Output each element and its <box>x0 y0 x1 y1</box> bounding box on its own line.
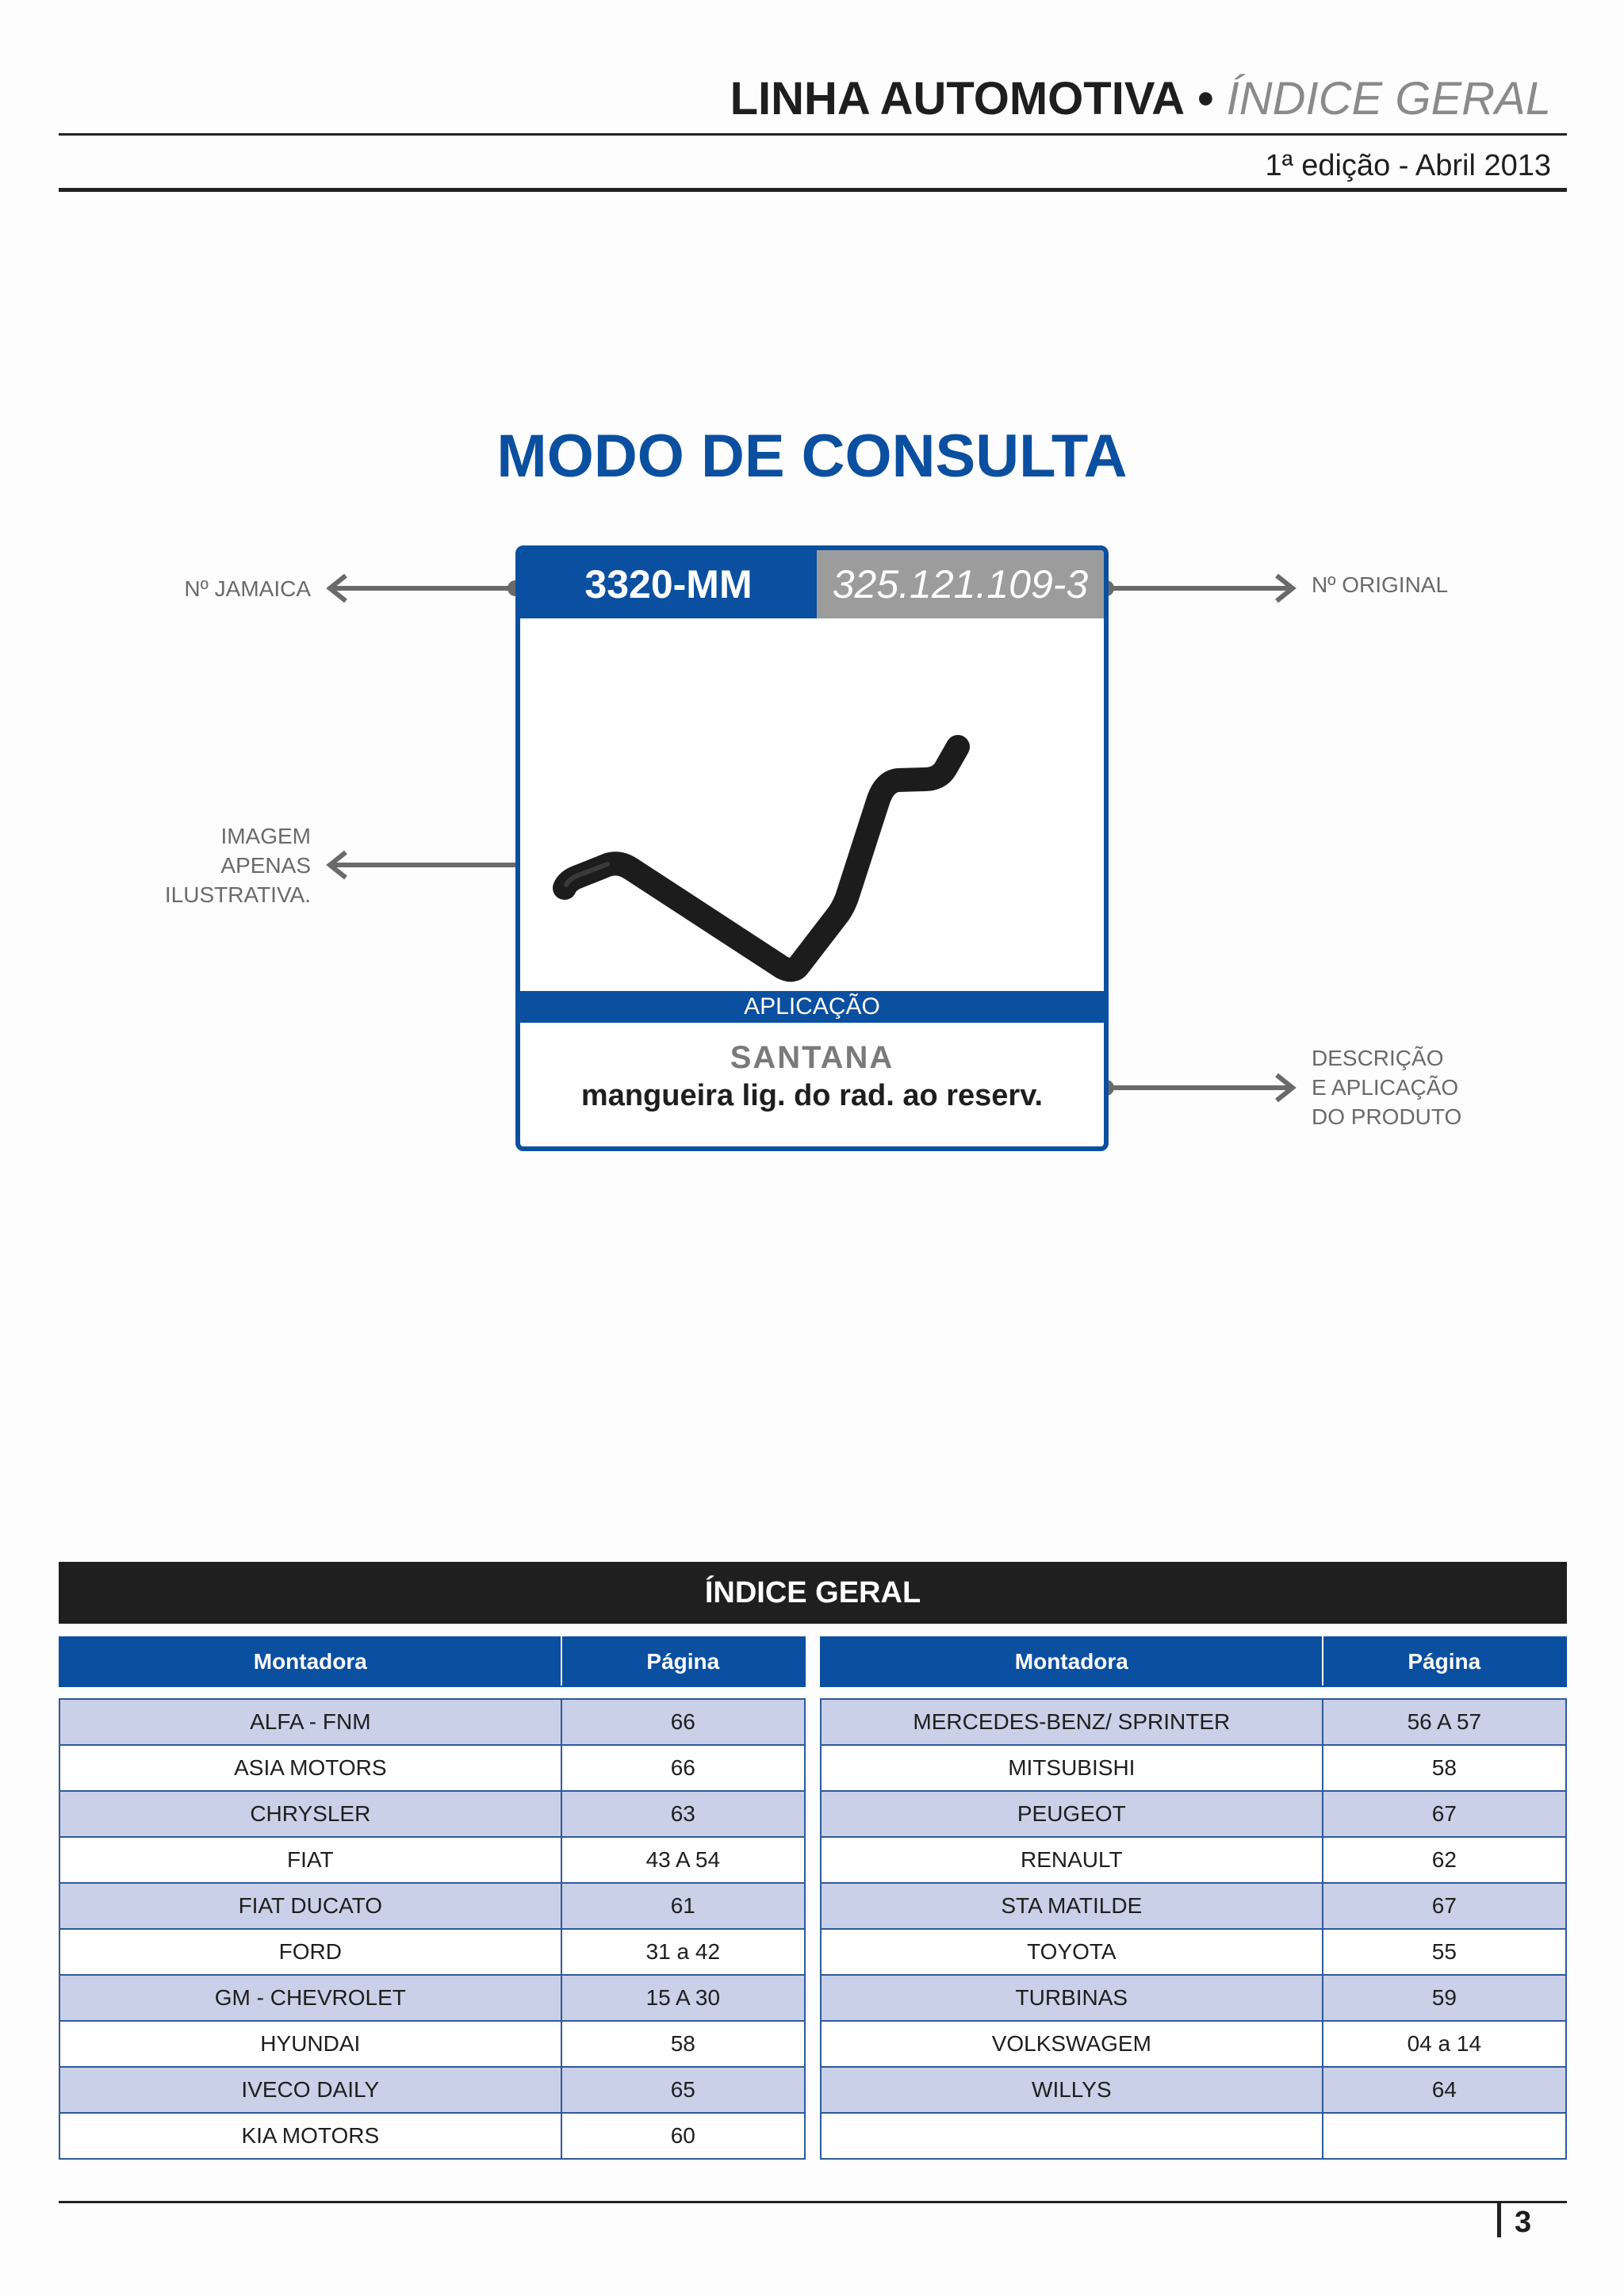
make-cell: WILLYS <box>821 2067 1323 2113</box>
product-image <box>520 618 1104 991</box>
table-row <box>821 1883 1566 1929</box>
table-row <box>59 1791 805 1837</box>
make-cell: STA MATILDE <box>821 1883 1323 1929</box>
product-card <box>515 545 1109 1151</box>
make-cell: ASIA MOTORS <box>59 1745 561 1791</box>
make-cell: MITSUBISHI <box>821 1745 1323 1791</box>
make-cell: IVECO DAILY <box>59 2067 561 2113</box>
make-cell: PEUGEOT <box>821 1791 1323 1837</box>
section-title: MODO DE CONSULTA <box>496 423 1128 490</box>
make-cell: FIAT <box>59 1837 561 1883</box>
header-gap <box>59 1686 805 1699</box>
col-header-page: Página <box>1323 1637 1566 1686</box>
table-row <box>59 2113 805 2159</box>
index-title: ÍNDICE GERAL <box>59 1562 1567 1624</box>
make-cell: RENAULT <box>821 1837 1323 1883</box>
page-cell: 15 A 30 <box>561 1975 805 2021</box>
page-cell: 62 <box>1323 1837 1566 1883</box>
page-number: 3 <box>1515 2206 1532 2239</box>
edition-label: 1ª edição - Abril 2013 <box>1265 149 1551 182</box>
table-row <box>821 1745 1566 1791</box>
table-row <box>59 1883 805 1929</box>
page-cell: 04 a 14 <box>1323 2021 1566 2067</box>
page-cell: 43 A 54 <box>561 1837 805 1883</box>
make-cell: CHRYSLER <box>59 1791 561 1837</box>
page-cell: 58 <box>1323 1745 1566 1791</box>
page-cell: 65 <box>561 2067 805 2113</box>
title-separator: • <box>1197 73 1214 124</box>
make-cell: FORD <box>59 1929 561 1975</box>
make-cell: VOLKSWAGEM <box>821 2021 1323 2067</box>
table-row <box>59 1975 805 2021</box>
hose-illustration <box>520 618 1104 991</box>
table-row <box>821 1837 1566 1883</box>
callout-image-line1: IMAGEM <box>220 824 311 848</box>
title-main: LINHA AUTOMOTIVA <box>730 73 1185 124</box>
vehicle-make: SANTANA <box>730 1040 894 1075</box>
col-header-page: Página <box>561 1637 805 1686</box>
page-cell: 67 <box>1323 1883 1566 1929</box>
gap-cell <box>1323 1686 1566 1699</box>
table-row <box>821 1699 1566 1745</box>
table-row <box>59 1837 805 1883</box>
page-cell: 64 <box>1323 2067 1566 2113</box>
col-header-make: Montadora <box>59 1637 561 1686</box>
original-code: 325.121.109-3 <box>817 550 1104 618</box>
page-cell: 66 <box>561 1745 805 1791</box>
index-table-right <box>820 1636 1567 2160</box>
make-cell: FIAT DUCATO <box>59 1883 561 1929</box>
jamaica-code: 3320-MM <box>520 550 817 618</box>
callout-description-line3: DO PRODUTO <box>1312 1104 1462 1129</box>
page-cell: 31 a 42 <box>561 1929 805 1975</box>
table-row <box>821 2113 1566 2159</box>
gap-cell <box>821 1686 1323 1699</box>
gap-cell <box>59 1686 561 1699</box>
make-cell: GM - CHEVROLET <box>59 1975 561 2021</box>
page-cell: 55 <box>1323 1929 1566 1975</box>
table-row <box>821 2067 1566 2113</box>
index-table-left <box>59 1636 806 2160</box>
make-cell: KIA MOTORS <box>59 2113 561 2159</box>
page-cell: 59 <box>1323 1975 1566 2021</box>
callout-original: Nº ORIGINAL <box>1312 572 1449 597</box>
table-row <box>821 1929 1566 1975</box>
gap-cell <box>561 1686 805 1699</box>
page-cell: 67 <box>1323 1791 1566 1837</box>
callout-image-line3: ILUSTRATIVA. <box>164 882 311 907</box>
footer-page-bar <box>1497 2201 1501 2237</box>
callout-image-line2: APENAS <box>220 853 311 878</box>
make-cell: HYUNDAI <box>59 2021 561 2067</box>
callout-description-line2: E APLICAÇÃO <box>1312 1075 1459 1100</box>
application-band: APLICAÇÃO <box>520 991 1104 1023</box>
table-row <box>821 1791 1566 1837</box>
page-cell <box>1323 2113 1566 2159</box>
page-cell: 56 A 57 <box>1323 1699 1566 1745</box>
page-cell: 63 <box>561 1791 805 1837</box>
make-cell: ALFA - FNM <box>59 1699 561 1745</box>
callout-description-line1: DESCRIÇÃO <box>1312 1046 1444 1070</box>
page-cell: 58 <box>561 2021 805 2067</box>
callout-jamaica: Nº JAMAICA <box>184 576 311 601</box>
table-row <box>59 2067 805 2113</box>
col-header-make: Montadora <box>821 1637 1323 1686</box>
product-description: mangueira lig. do rad. ao reserv. <box>580 1079 1044 1112</box>
make-cell: TOYOTA <box>821 1929 1323 1975</box>
table-row <box>59 2021 805 2067</box>
make-cell <box>821 2113 1323 2159</box>
title-section: ÍNDICE GERAL <box>1226 73 1551 124</box>
table-row <box>821 2021 1566 2067</box>
header-gap <box>821 1686 1566 1699</box>
footer-rule <box>59 2201 1567 2203</box>
table-row <box>59 1699 805 1745</box>
table-row <box>59 1745 805 1791</box>
make-cell: TURBINAS <box>821 1975 1323 2021</box>
page-cell: 61 <box>561 1883 805 1929</box>
callout-description <box>1312 1043 1461 1131</box>
table-row <box>59 1929 805 1975</box>
table-row <box>821 1975 1566 2021</box>
make-cell: MERCEDES-BENZ/ SPRINTER <box>821 1699 1323 1745</box>
callout-image <box>165 821 311 909</box>
page-cell: 60 <box>561 2113 805 2159</box>
page-cell: 66 <box>561 1699 805 1745</box>
